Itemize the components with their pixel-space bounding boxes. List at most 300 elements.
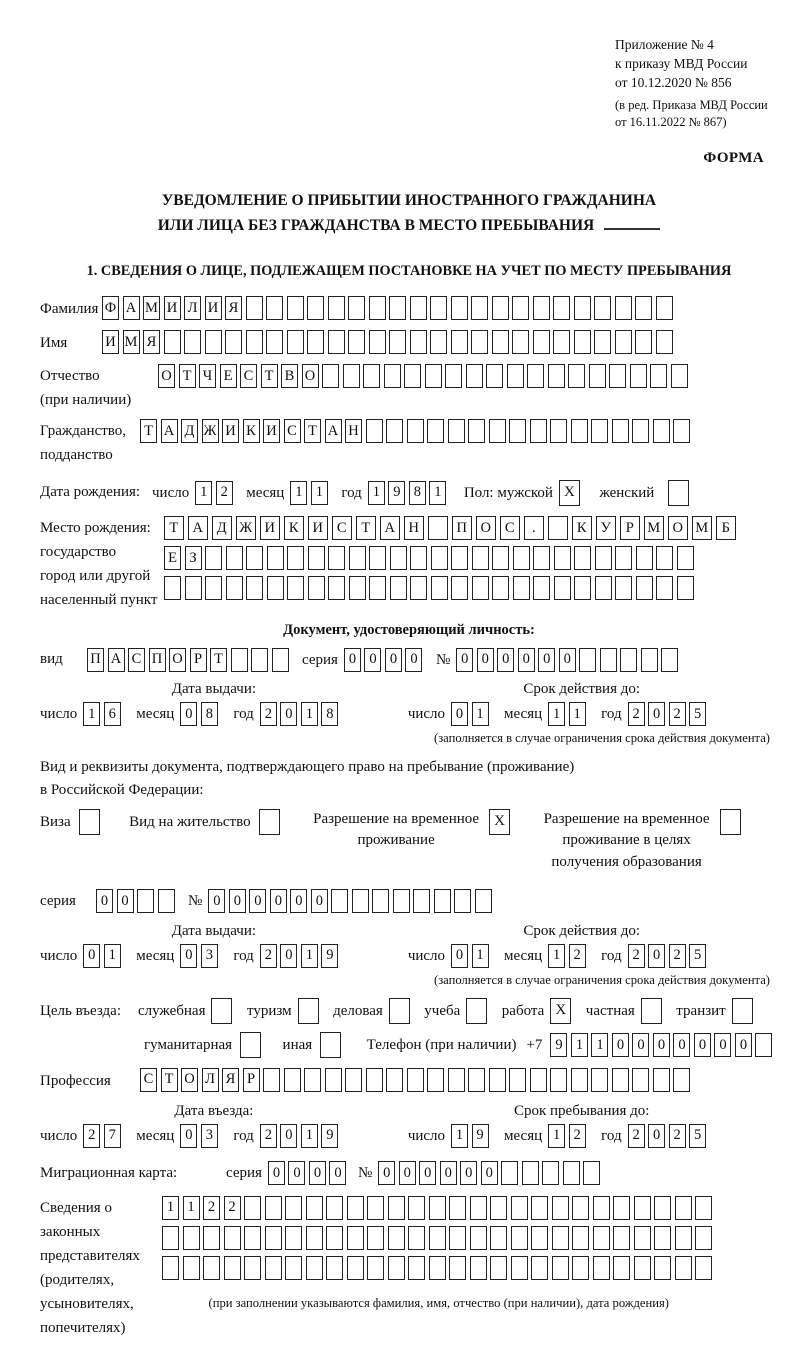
char-box[interactable]: 0: [280, 702, 297, 726]
char-box[interactable]: [475, 889, 492, 913]
char-box[interactable]: [434, 889, 451, 913]
char-box[interactable]: [449, 1256, 466, 1280]
char-box[interactable]: [390, 546, 407, 570]
char-box[interactable]: [430, 296, 447, 320]
char-box[interactable]: 0: [290, 889, 307, 913]
char-box[interactable]: [595, 576, 612, 600]
char-box[interactable]: 0: [268, 1161, 285, 1185]
char-box[interactable]: Л: [202, 1068, 219, 1092]
char-box[interactable]: [571, 419, 588, 443]
char-box[interactable]: [513, 546, 530, 570]
char-box[interactable]: [542, 1161, 559, 1185]
char-box[interactable]: 7: [104, 1124, 121, 1148]
char-box[interactable]: [571, 1068, 588, 1092]
char-box[interactable]: [489, 1068, 506, 1092]
char-box[interactable]: Т: [304, 419, 321, 443]
char-box[interactable]: [673, 1068, 690, 1092]
char-box[interactable]: [164, 576, 181, 600]
char-box[interactable]: И: [102, 330, 119, 354]
char-box[interactable]: 0: [364, 648, 381, 672]
stay-year-boxes[interactable]: [628, 1124, 710, 1148]
char-box[interactable]: [615, 546, 632, 570]
purpose-official-checkbox[interactable]: [211, 998, 236, 1024]
char-box[interactable]: [471, 330, 488, 354]
char-box[interactable]: Е: [220, 364, 237, 388]
char-box[interactable]: 0: [460, 1161, 477, 1185]
char-box[interactable]: Д: [212, 516, 232, 540]
purpose-work-checkbox[interactable]: [550, 998, 575, 1024]
char-box[interactable]: 2: [569, 944, 586, 968]
char-box[interactable]: [244, 1256, 261, 1280]
char-box[interactable]: К: [284, 516, 304, 540]
char-box[interactable]: 0: [714, 1033, 731, 1057]
char-box[interactable]: [263, 1068, 280, 1092]
birth-month-boxes[interactable]: [290, 481, 331, 505]
char-box[interactable]: 0: [311, 889, 328, 913]
char-box[interactable]: К: [243, 419, 260, 443]
birthplace-row1-boxes[interactable]: [164, 516, 740, 540]
char-box[interactable]: А: [380, 516, 400, 540]
char-box[interactable]: [267, 576, 284, 600]
char-box[interactable]: [287, 576, 304, 600]
char-box[interactable]: [470, 1226, 487, 1250]
char-box[interactable]: [563, 1161, 580, 1185]
char-box[interactable]: 2: [669, 702, 686, 726]
char-box[interactable]: [589, 364, 606, 388]
char-box[interactable]: [512, 330, 529, 354]
char-box[interactable]: 1: [104, 944, 121, 968]
char-box[interactable]: [205, 576, 222, 600]
char-box[interactable]: 0: [451, 702, 468, 726]
char-box[interactable]: [492, 576, 509, 600]
char-box[interactable]: О: [181, 1068, 198, 1092]
char-box[interactable]: Я: [143, 330, 160, 354]
char-box[interactable]: [205, 330, 222, 354]
char-box[interactable]: [486, 364, 503, 388]
char-box[interactable]: 1: [301, 702, 318, 726]
char-box[interactable]: [345, 1068, 362, 1092]
char-box[interactable]: 0: [180, 702, 197, 726]
char-box[interactable]: [574, 546, 591, 570]
char-box[interactable]: 8: [321, 702, 338, 726]
char-box[interactable]: [183, 1256, 200, 1280]
char-box[interactable]: [531, 1226, 548, 1250]
char-box[interactable]: О: [476, 516, 496, 540]
char-box[interactable]: [408, 1196, 425, 1220]
char-box[interactable]: [287, 546, 304, 570]
char-box[interactable]: Н: [345, 419, 362, 443]
char-box[interactable]: [265, 1196, 282, 1220]
char-box[interactable]: 2: [83, 1124, 100, 1148]
entry-year-boxes[interactable]: [260, 1124, 342, 1148]
char-box[interactable]: [224, 1256, 241, 1280]
char-box[interactable]: 2: [216, 481, 233, 505]
char-box[interactable]: [408, 1256, 425, 1280]
char-box[interactable]: [677, 576, 694, 600]
char-box[interactable]: 0: [280, 944, 297, 968]
char-box[interactable]: [410, 546, 427, 570]
char-box[interactable]: П: [87, 648, 104, 672]
char-box[interactable]: 0: [694, 1033, 711, 1057]
char-box[interactable]: 0: [419, 1161, 436, 1185]
birth-year-boxes[interactable]: [368, 481, 450, 505]
char-box[interactable]: [285, 1256, 302, 1280]
residence-issue-month-boxes[interactable]: [180, 944, 221, 968]
legal-reps-row2-boxes[interactable]: [162, 1226, 716, 1250]
entry-day-boxes[interactable]: [83, 1124, 124, 1148]
char-box[interactable]: И: [222, 419, 239, 443]
checkbox-box[interactable]: [211, 998, 232, 1024]
char-box[interactable]: [671, 364, 688, 388]
char-box[interactable]: [367, 1256, 384, 1280]
checkbox-box[interactable]: X: [559, 480, 580, 506]
char-box[interactable]: С: [240, 364, 257, 388]
char-box[interactable]: 1: [368, 481, 385, 505]
char-box[interactable]: Р: [620, 516, 640, 540]
char-box[interactable]: [326, 1226, 343, 1250]
char-box[interactable]: [205, 546, 222, 570]
char-box[interactable]: Р: [243, 1068, 260, 1092]
char-box[interactable]: 0: [405, 648, 422, 672]
char-box[interactable]: [572, 1226, 589, 1250]
char-box[interactable]: О: [169, 648, 186, 672]
char-box[interactable]: [306, 1256, 323, 1280]
char-box[interactable]: [591, 419, 608, 443]
issue-month-boxes[interactable]: [180, 702, 221, 726]
char-box[interactable]: 1: [569, 702, 586, 726]
char-box[interactable]: О: [668, 516, 688, 540]
char-box[interactable]: [591, 1068, 608, 1092]
char-box[interactable]: [307, 330, 324, 354]
char-box[interactable]: 9: [388, 481, 405, 505]
char-box[interactable]: [390, 576, 407, 600]
purpose-humanitarian-checkbox[interactable]: [240, 1032, 265, 1058]
char-box[interactable]: [548, 364, 565, 388]
migration-series-boxes[interactable]: [268, 1161, 350, 1185]
char-box[interactable]: 0: [673, 1033, 690, 1057]
char-box[interactable]: [431, 576, 448, 600]
char-box[interactable]: 0: [180, 944, 197, 968]
char-box[interactable]: [583, 1161, 600, 1185]
char-box[interactable]: З: [185, 546, 202, 570]
char-box[interactable]: [367, 1196, 384, 1220]
char-box[interactable]: [656, 576, 673, 600]
char-box[interactable]: С: [500, 516, 520, 540]
char-box[interactable]: [388, 1196, 405, 1220]
char-box[interactable]: [653, 1068, 670, 1092]
char-box[interactable]: 1: [451, 1124, 468, 1148]
char-box[interactable]: 2: [628, 944, 645, 968]
char-box[interactable]: М: [123, 330, 140, 354]
char-box[interactable]: [661, 648, 678, 672]
char-box[interactable]: [325, 1068, 342, 1092]
char-box[interactable]: [287, 330, 304, 354]
char-box[interactable]: О: [158, 364, 175, 388]
char-box[interactable]: 0: [249, 889, 266, 913]
char-box[interactable]: [654, 1226, 671, 1250]
char-box[interactable]: И: [308, 516, 328, 540]
char-box[interactable]: [609, 364, 626, 388]
char-box[interactable]: Р: [190, 648, 207, 672]
char-box[interactable]: [326, 1256, 343, 1280]
issue-day-boxes[interactable]: [83, 702, 124, 726]
char-box[interactable]: Я: [222, 1068, 239, 1092]
char-box[interactable]: 0: [329, 1161, 346, 1185]
visa-checkbox[interactable]: [79, 809, 104, 835]
char-box[interactable]: [522, 1161, 539, 1185]
char-box[interactable]: Я: [225, 296, 242, 320]
char-box[interactable]: [285, 1226, 302, 1250]
char-box[interactable]: [656, 546, 673, 570]
char-box[interactable]: [304, 1068, 321, 1092]
char-box[interactable]: 0: [648, 1124, 665, 1148]
char-box[interactable]: [509, 1068, 526, 1092]
char-box[interactable]: И: [164, 296, 181, 320]
char-box[interactable]: [615, 330, 632, 354]
char-box[interactable]: 0: [180, 1124, 197, 1148]
char-box[interactable]: [471, 296, 488, 320]
char-box[interactable]: [266, 330, 283, 354]
char-box[interactable]: 0: [497, 648, 514, 672]
char-box[interactable]: [328, 296, 345, 320]
residence-permit-checkbox[interactable]: [259, 809, 284, 835]
char-box[interactable]: .: [524, 516, 544, 540]
char-box[interactable]: Т: [140, 419, 157, 443]
char-box[interactable]: [466, 364, 483, 388]
char-box[interactable]: [349, 576, 366, 600]
char-box[interactable]: [347, 1226, 364, 1250]
char-box[interactable]: [489, 419, 506, 443]
checkbox-box[interactable]: [320, 1032, 341, 1058]
char-box[interactable]: [755, 1033, 772, 1057]
char-box[interactable]: [225, 330, 242, 354]
char-box[interactable]: 0: [280, 1124, 297, 1148]
char-box[interactable]: 1: [548, 944, 565, 968]
char-box[interactable]: [470, 1256, 487, 1280]
char-box[interactable]: [366, 419, 383, 443]
char-box[interactable]: Т: [161, 1068, 178, 1092]
char-box[interactable]: [695, 1256, 712, 1280]
char-box[interactable]: [425, 364, 442, 388]
char-box[interactable]: [568, 364, 585, 388]
char-box[interactable]: [579, 648, 596, 672]
char-box[interactable]: Л: [184, 296, 201, 320]
char-box[interactable]: [369, 546, 386, 570]
char-box[interactable]: [164, 330, 181, 354]
char-box[interactable]: [675, 1196, 692, 1220]
char-box[interactable]: 0: [456, 648, 473, 672]
char-box[interactable]: [613, 1226, 630, 1250]
char-box[interactable]: [654, 1196, 671, 1220]
char-box[interactable]: [632, 419, 649, 443]
char-box[interactable]: [530, 1068, 547, 1092]
char-box[interactable]: 1: [195, 481, 212, 505]
char-box[interactable]: 2: [628, 1124, 645, 1148]
char-box[interactable]: Ж: [202, 419, 219, 443]
char-box[interactable]: Ж: [236, 516, 256, 540]
char-box[interactable]: 2: [669, 944, 686, 968]
residence-issue-year-boxes[interactable]: [260, 944, 342, 968]
surname-boxes[interactable]: [102, 296, 676, 320]
char-box[interactable]: [449, 1196, 466, 1220]
char-box[interactable]: 0: [440, 1161, 457, 1185]
char-box[interactable]: [428, 516, 448, 540]
char-box[interactable]: Т: [261, 364, 278, 388]
residence-number-boxes[interactable]: [208, 889, 495, 913]
char-box[interactable]: 0: [378, 1161, 395, 1185]
checkbox-box[interactable]: [720, 809, 741, 835]
char-box[interactable]: [407, 419, 424, 443]
purpose-tourism-checkbox[interactable]: [298, 998, 323, 1024]
char-box[interactable]: 5: [689, 944, 706, 968]
char-box[interactable]: [492, 546, 509, 570]
char-box[interactable]: [492, 330, 509, 354]
char-box[interactable]: 2: [260, 702, 277, 726]
char-box[interactable]: [470, 1196, 487, 1220]
char-box[interactable]: 1: [472, 944, 489, 968]
char-box[interactable]: 0: [648, 702, 665, 726]
char-box[interactable]: Т: [210, 648, 227, 672]
checkbox-box[interactable]: [641, 998, 662, 1024]
profession-boxes[interactable]: [140, 1068, 694, 1092]
char-box[interactable]: [593, 1196, 610, 1220]
char-box[interactable]: 5: [689, 1124, 706, 1148]
char-box[interactable]: 5: [689, 702, 706, 726]
char-box[interactable]: [185, 576, 202, 600]
char-box[interactable]: [410, 296, 427, 320]
char-box[interactable]: А: [188, 516, 208, 540]
char-box[interactable]: [509, 419, 526, 443]
char-box[interactable]: 0: [309, 1161, 326, 1185]
char-box[interactable]: У: [596, 516, 616, 540]
char-box[interactable]: [533, 330, 550, 354]
char-box[interactable]: [490, 1226, 507, 1250]
char-box[interactable]: [306, 1226, 323, 1250]
char-box[interactable]: [203, 1226, 220, 1250]
char-box[interactable]: [285, 1196, 302, 1220]
char-box[interactable]: [507, 364, 524, 388]
char-box[interactable]: Ч: [199, 364, 216, 388]
char-box[interactable]: [451, 296, 468, 320]
char-box[interactable]: 0: [270, 889, 287, 913]
char-box[interactable]: [265, 1226, 282, 1250]
char-box[interactable]: [448, 1068, 465, 1092]
char-box[interactable]: [650, 364, 667, 388]
char-box[interactable]: [656, 330, 673, 354]
char-box[interactable]: М: [644, 516, 664, 540]
char-box[interactable]: [386, 419, 403, 443]
checkbox-box[interactable]: [240, 1032, 261, 1058]
char-box[interactable]: 6: [104, 702, 121, 726]
char-box[interactable]: [533, 576, 550, 600]
char-box[interactable]: [246, 576, 263, 600]
char-box[interactable]: И: [263, 419, 280, 443]
char-box[interactable]: 9: [321, 944, 338, 968]
char-box[interactable]: [550, 1068, 567, 1092]
char-box[interactable]: [322, 364, 339, 388]
char-box[interactable]: 0: [518, 648, 535, 672]
char-box[interactable]: [265, 1256, 282, 1280]
char-box[interactable]: К: [572, 516, 592, 540]
doc-number-boxes[interactable]: [456, 648, 682, 672]
char-box[interactable]: 0: [288, 1161, 305, 1185]
char-box[interactable]: 2: [203, 1196, 220, 1220]
char-box[interactable]: [533, 296, 550, 320]
char-box[interactable]: [445, 364, 462, 388]
char-box[interactable]: [429, 1196, 446, 1220]
char-box[interactable]: 1: [548, 1124, 565, 1148]
char-box[interactable]: 0: [344, 648, 361, 672]
char-box[interactable]: 0: [653, 1033, 670, 1057]
char-box[interactable]: А: [325, 419, 342, 443]
name-boxes[interactable]: [102, 330, 676, 354]
char-box[interactable]: [501, 1161, 518, 1185]
residence-valid-month-boxes[interactable]: [548, 944, 589, 968]
char-box[interactable]: [404, 364, 421, 388]
char-box[interactable]: [224, 1226, 241, 1250]
char-box[interactable]: [244, 1226, 261, 1250]
char-box[interactable]: [413, 889, 430, 913]
char-box[interactable]: [158, 889, 175, 913]
char-box[interactable]: 2: [669, 1124, 686, 1148]
char-box[interactable]: [634, 1256, 651, 1280]
phone-boxes[interactable]: [550, 1033, 776, 1057]
char-box[interactable]: [554, 576, 571, 600]
char-box[interactable]: [408, 1226, 425, 1250]
char-box[interactable]: 1: [571, 1033, 588, 1057]
char-box[interactable]: [352, 889, 369, 913]
char-box[interactable]: А: [123, 296, 140, 320]
checkbox-box[interactable]: [298, 998, 319, 1024]
char-box[interactable]: [574, 576, 591, 600]
char-box[interactable]: 0: [559, 648, 576, 672]
char-box[interactable]: В: [281, 364, 298, 388]
char-box[interactable]: [326, 1196, 343, 1220]
purpose-transit-checkbox[interactable]: [732, 998, 757, 1024]
char-box[interactable]: 0: [477, 648, 494, 672]
char-box[interactable]: [531, 1196, 548, 1220]
char-box[interactable]: [331, 889, 348, 913]
purpose-other-checkbox[interactable]: [320, 1032, 345, 1058]
char-box[interactable]: [490, 1196, 507, 1220]
char-box[interactable]: [388, 1226, 405, 1250]
char-box[interactable]: [595, 546, 612, 570]
checkbox-box[interactable]: [389, 998, 410, 1024]
char-box[interactable]: [284, 1068, 301, 1092]
char-box[interactable]: [695, 1196, 712, 1220]
char-box[interactable]: 2: [260, 944, 277, 968]
valid-day-boxes[interactable]: [451, 702, 492, 726]
char-box[interactable]: [677, 546, 694, 570]
char-box[interactable]: [641, 648, 658, 672]
char-box[interactable]: [613, 1196, 630, 1220]
char-box[interactable]: С: [284, 419, 301, 443]
char-box[interactable]: П: [452, 516, 472, 540]
char-box[interactable]: Т: [179, 364, 196, 388]
char-box[interactable]: 0: [83, 944, 100, 968]
char-box[interactable]: [307, 296, 324, 320]
char-box[interactable]: [306, 1196, 323, 1220]
issue-year-boxes[interactable]: [260, 702, 342, 726]
char-box[interactable]: 1: [83, 702, 100, 726]
birthplace-row3-boxes[interactable]: [164, 576, 740, 600]
char-box[interactable]: [451, 546, 468, 570]
char-box[interactable]: 1: [301, 1124, 318, 1148]
char-box[interactable]: [636, 546, 653, 570]
char-box[interactable]: 2: [260, 1124, 277, 1148]
char-box[interactable]: М: [692, 516, 712, 540]
char-box[interactable]: [675, 1226, 692, 1250]
